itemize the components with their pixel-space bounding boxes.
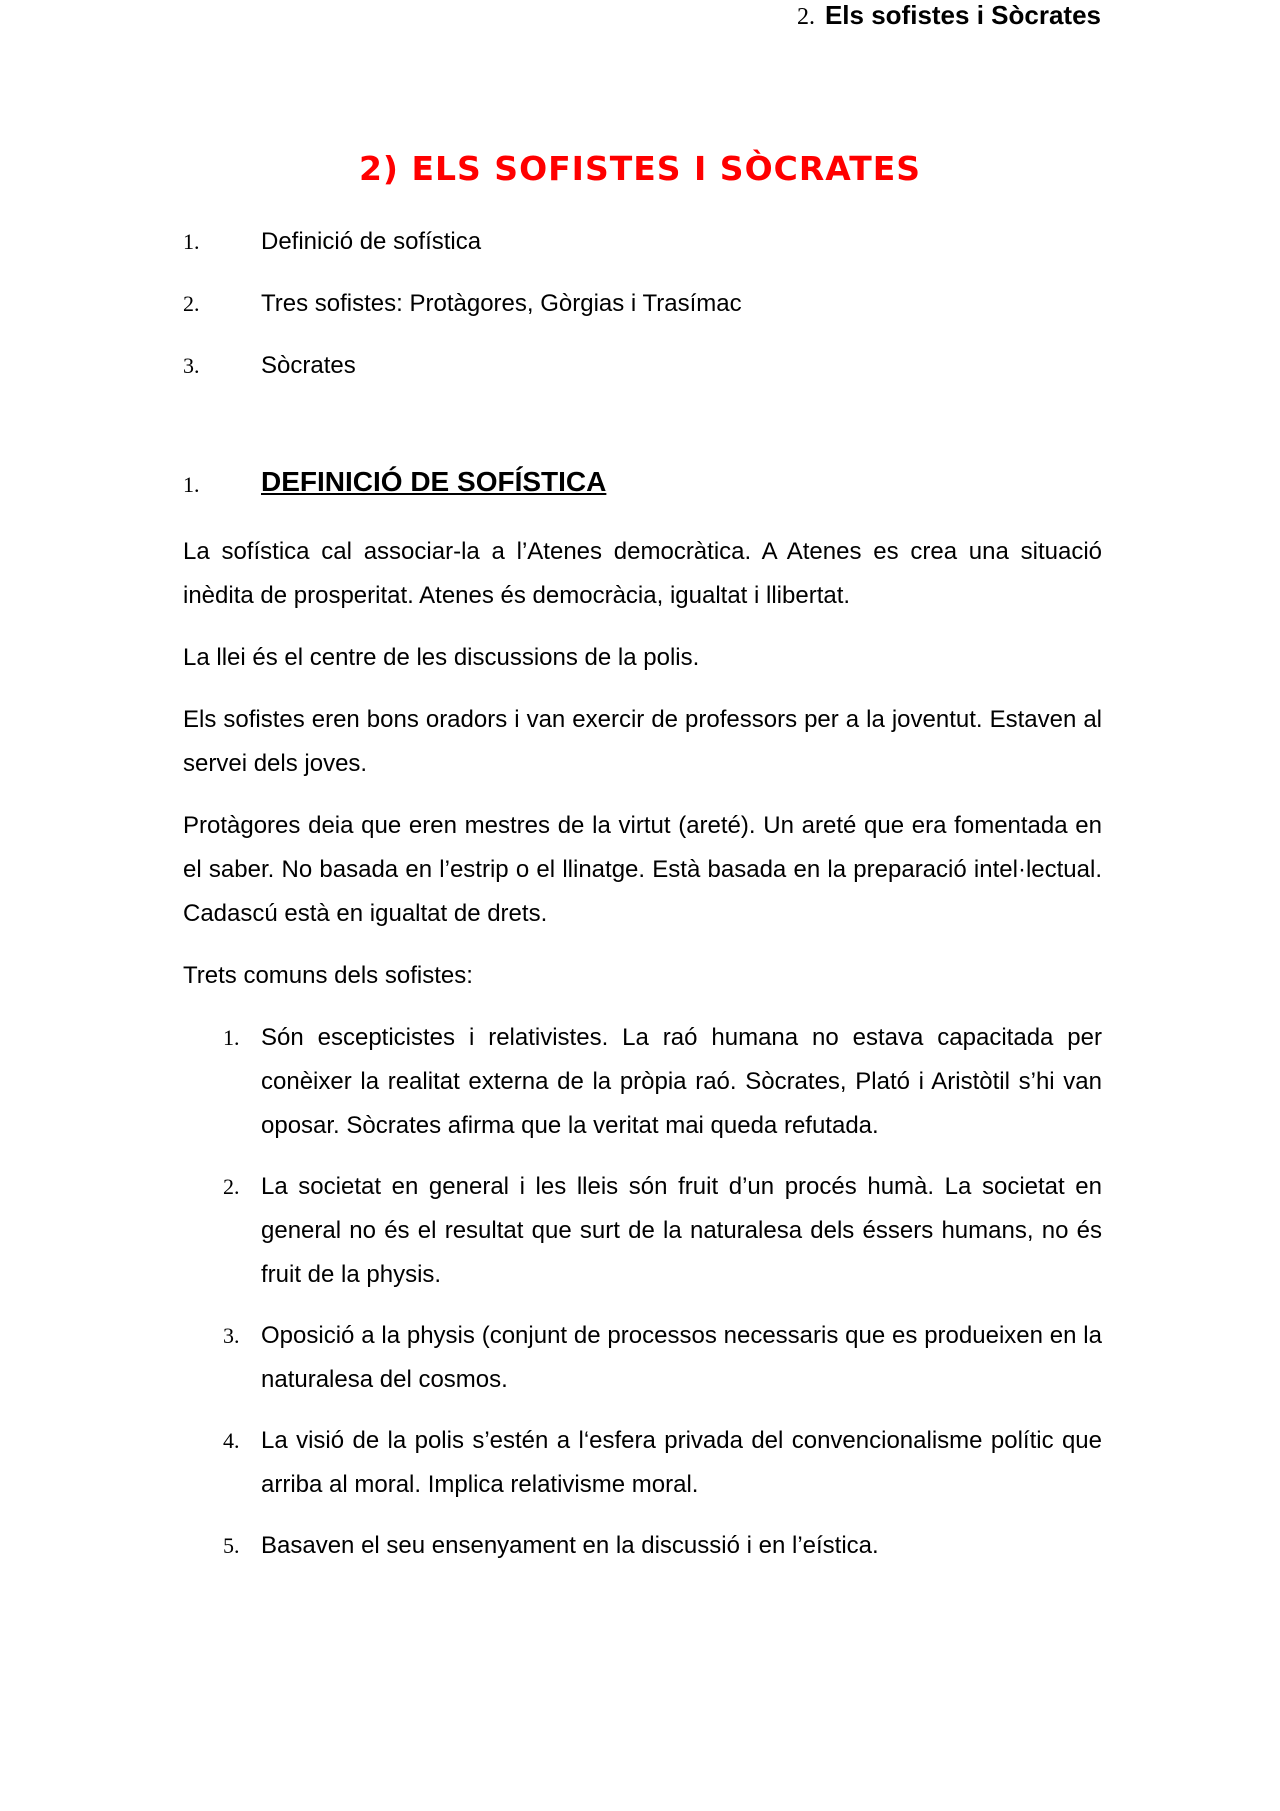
paragraph: La llei és el centre de les discussions de la polis.	[183, 644, 700, 671]
list-item-number: 4.	[223, 1428, 240, 1453]
paragraph: La sofística cal associar-la a l’Atenes democràtica. A Atenes es crea una situació inèdita de prosperitat. Atenes és democràcia, igualtat i llibertat.	[183, 538, 1102, 609]
traits-list	[183, 1016, 1102, 1568]
header-number: 2.	[796, 4, 815, 30]
toc-item-number: 1.	[183, 229, 200, 254]
list-item-text: La societat en general i les lleis són fruit d’un procés humà. La societat en general no és el resultat que surt de la naturalesa dels éssers humans, no és fruit de la physis.	[261, 1173, 1102, 1288]
toc-item-label: Definició de sofística	[261, 228, 482, 255]
list-item-text: Són escepticistes i relativistes. La raó humana no estava capacitada per conèixer la realitat externa de la pròpia raó. Sòcrates, Plató i Aristòtil s’hi van oposar. Sòcrates afirma que la veritat mai queda refutada.	[261, 1024, 1102, 1139]
list-item-number: 5.	[223, 1533, 240, 1558]
list-item	[183, 1165, 1102, 1297]
page-title: 2) ELS SOFISTES I SÒCRATES	[358, 149, 922, 188]
toc-item	[183, 350, 1102, 412]
running-header	[797, 0, 1101, 32]
section-heading	[183, 466, 1102, 506]
list-item-text: La visió de la polis s’estén a l‘esfera privada del convencionalisme polític que arriba al moral. Implica relativisme moral.	[261, 1427, 1102, 1498]
list-item-text: Oposició a la physis (conjunt de processos necessaris que es produeixen en la naturalesa del cosmos.	[261, 1322, 1102, 1393]
toc-item-label: Tres sofistes: Protàgores, Gòrgias i Trasímac	[261, 290, 742, 317]
list-item-number: 1.	[223, 1025, 240, 1050]
toc-item-number: 2.	[183, 291, 200, 316]
table-of-contents	[183, 226, 1102, 412]
list-item	[183, 1419, 1102, 1507]
section-number: 1.	[183, 472, 200, 497]
toc-item-number: 3.	[183, 353, 200, 378]
section-title: DEFINICIÓ DE SOFÍSTICA	[261, 466, 607, 497]
list-item	[183, 1016, 1102, 1148]
section-body	[183, 530, 1102, 1585]
list-item-number: 3.	[223, 1323, 240, 1348]
paragraph: Protàgores deia que eren mestres de la virtut (areté). Un areté que era fomentada en el saber. No basada en l’estrip o el llinatge. Està basada en la preparació intel·lectual. Cadascú està en igualtat de drets.	[183, 812, 1102, 927]
toc-item	[183, 288, 1102, 350]
paragraph: Els sofistes eren bons oradors i van exercir de professors per a la joventut. Estaven al servei dels joves.	[183, 706, 1102, 777]
list-item	[183, 1314, 1102, 1402]
list-item-number: 2.	[223, 1174, 240, 1199]
paragraph: Trets comuns dels sofistes:	[183, 962, 473, 989]
header-title: Els sofistes i Sòcrates	[824, 0, 1101, 30]
toc-item-label: Sòcrates	[261, 352, 356, 379]
list-item-text: Basaven el seu ensenyament en la discussió i en l’eística.	[261, 1532, 879, 1559]
toc-item	[183, 226, 1102, 288]
list-item	[183, 1524, 1102, 1568]
